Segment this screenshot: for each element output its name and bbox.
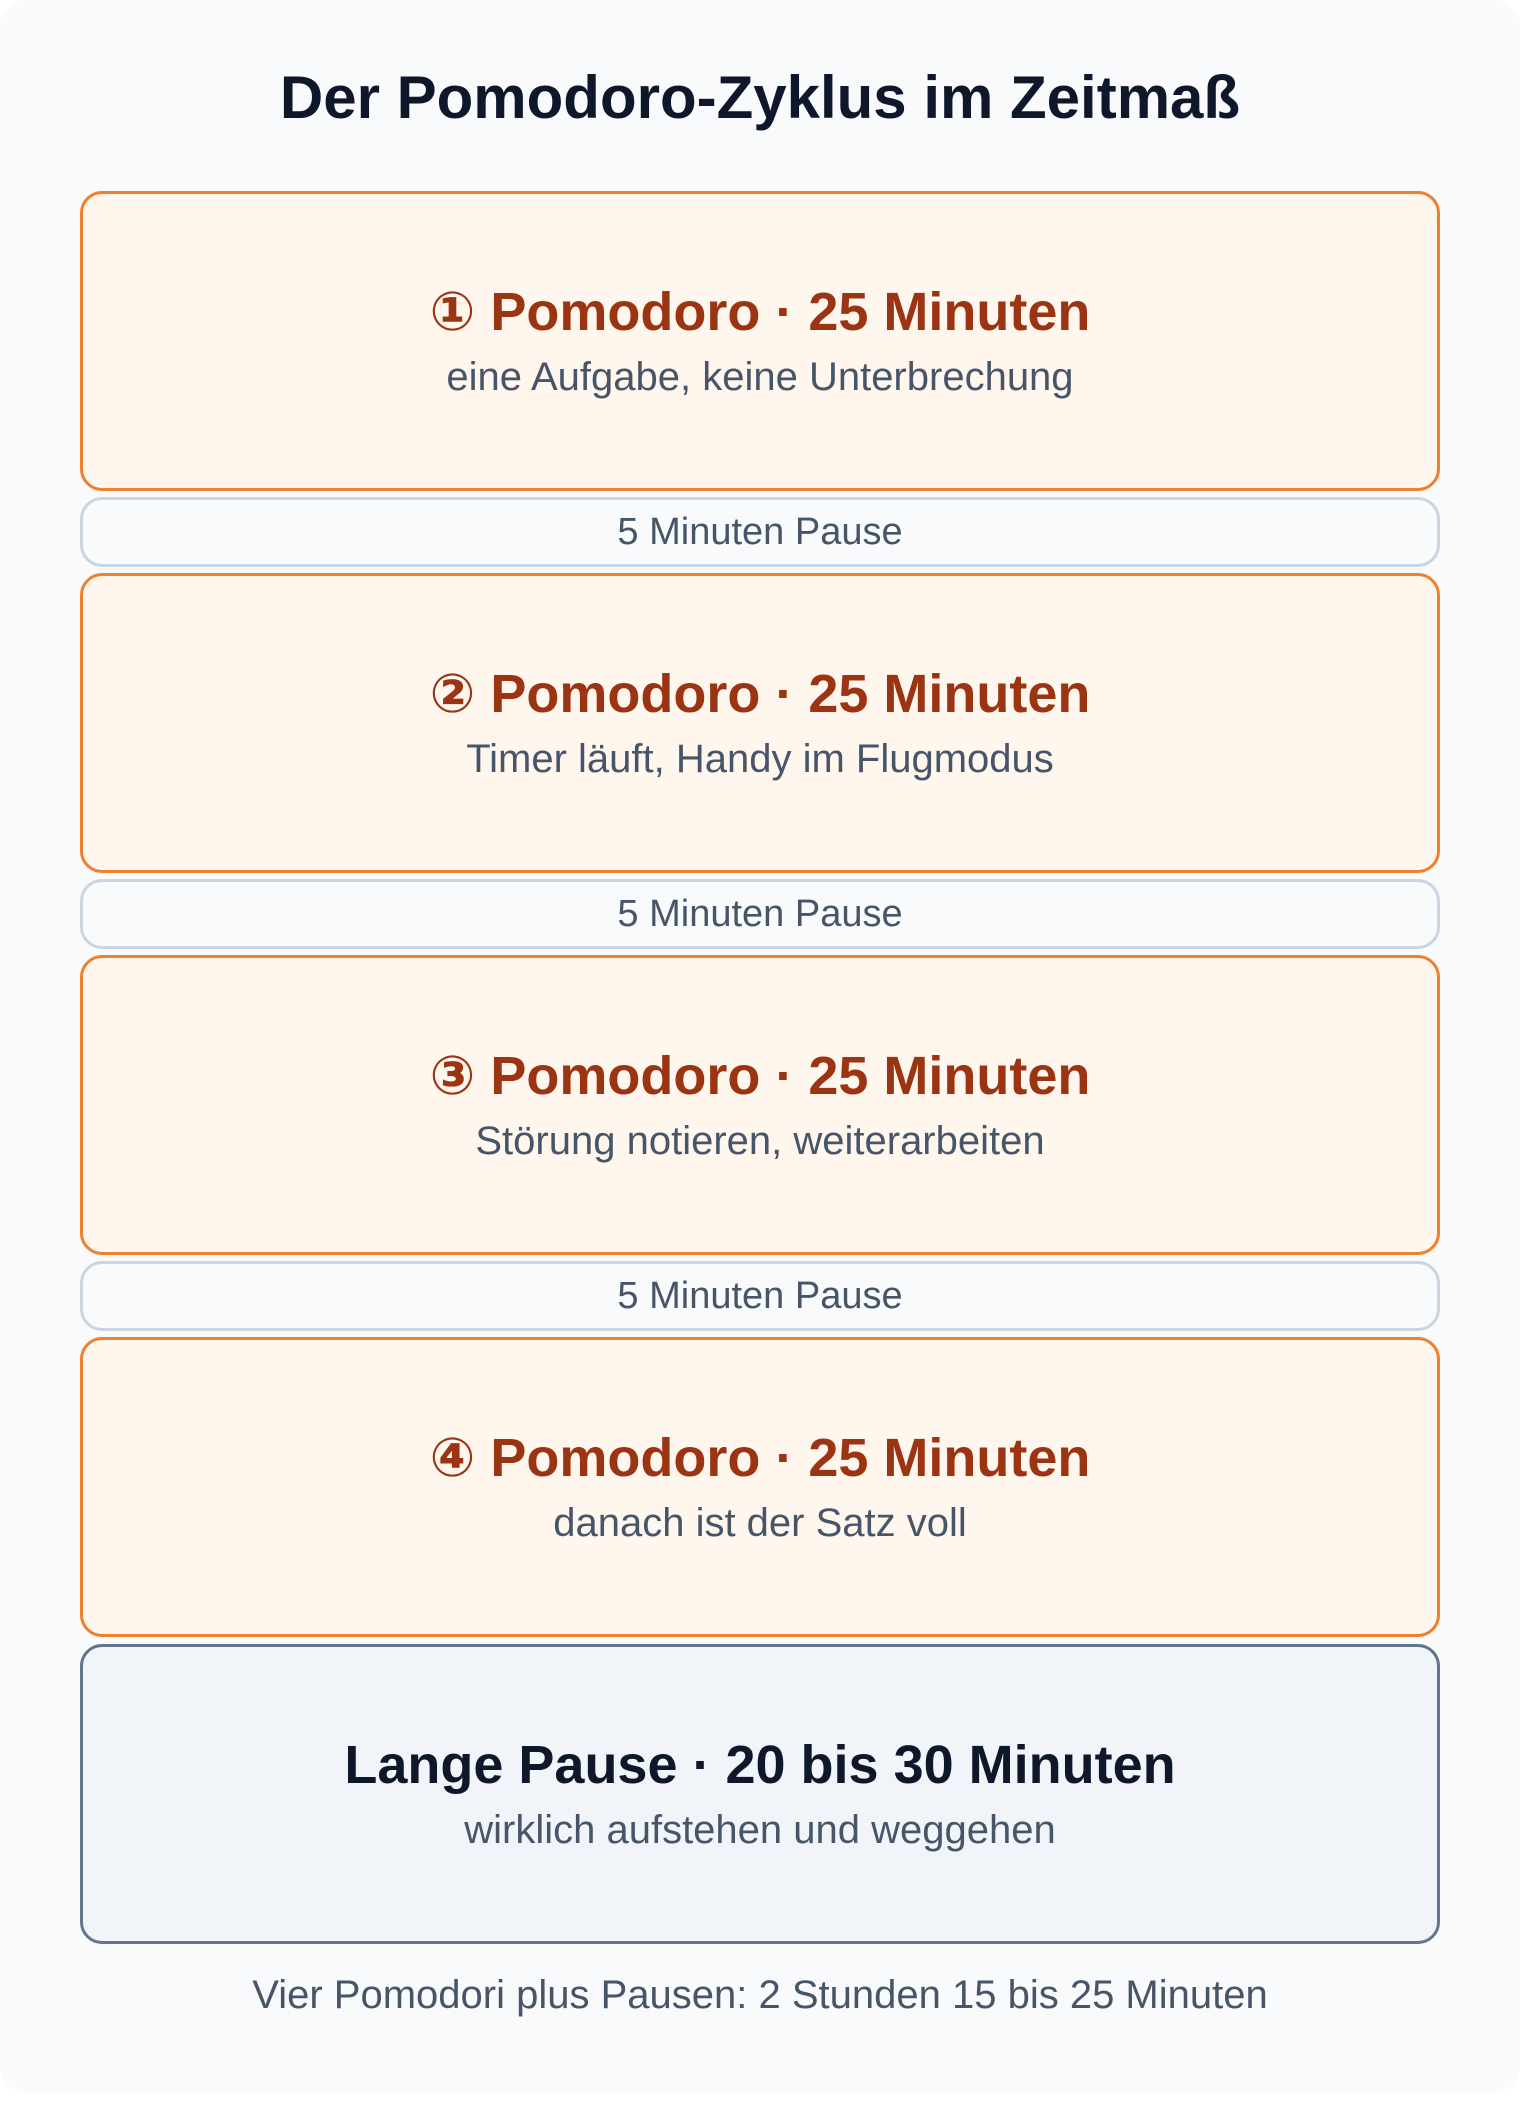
cycle-total-note: Vier Pomodori plus Pausen: 2 Stunden 15 bis 25 Minuten [252, 1973, 1268, 2017]
pomodoro-heading: ① Pomodoro · 25 Minuten [429, 282, 1091, 342]
pomodoro-note: eine Aufgabe, keine Unterbrechung [446, 355, 1074, 399]
short-pause-label: 5 Minuten Pause [617, 511, 903, 553]
short-pause-label: 5 Minuten Pause [617, 893, 903, 935]
pomodoro-block-3 [80, 955, 1440, 1255]
pomodoro-block-2 [80, 573, 1440, 873]
pomodoro-note: Störung notieren, weiterarbeiten [475, 1119, 1045, 1163]
short-pause-block-2 [80, 879, 1440, 949]
long-pause-note: wirklich aufstehen und weggehen [464, 1808, 1056, 1852]
pomodoro-block-4 [80, 1337, 1440, 1637]
pomodoro-heading: ③ Pomodoro · 25 Minuten [429, 1046, 1091, 1106]
pomodoro-note: Timer läuft, Handy im Flugmodus [466, 737, 1054, 781]
long-pause-heading: Lange Pause · 20 bis 30 Minuten [344, 1735, 1176, 1795]
pomodoro-block-1 [80, 191, 1440, 491]
long-pause-block [80, 1644, 1440, 1944]
short-pause-label: 5 Minuten Pause [617, 1275, 903, 1317]
pomodoro-heading: ② Pomodoro · 25 Minuten [429, 664, 1091, 724]
pomodoro-note: danach ist der Satz voll [553, 1501, 967, 1545]
short-pause-block-3 [80, 1261, 1440, 1331]
diagram-title: Der Pomodoro-Zyklus im Zeitmaß [279, 64, 1241, 131]
pomodoro-heading: ④ Pomodoro · 25 Minuten [429, 1428, 1091, 1488]
short-pause-block-1 [80, 497, 1440, 567]
